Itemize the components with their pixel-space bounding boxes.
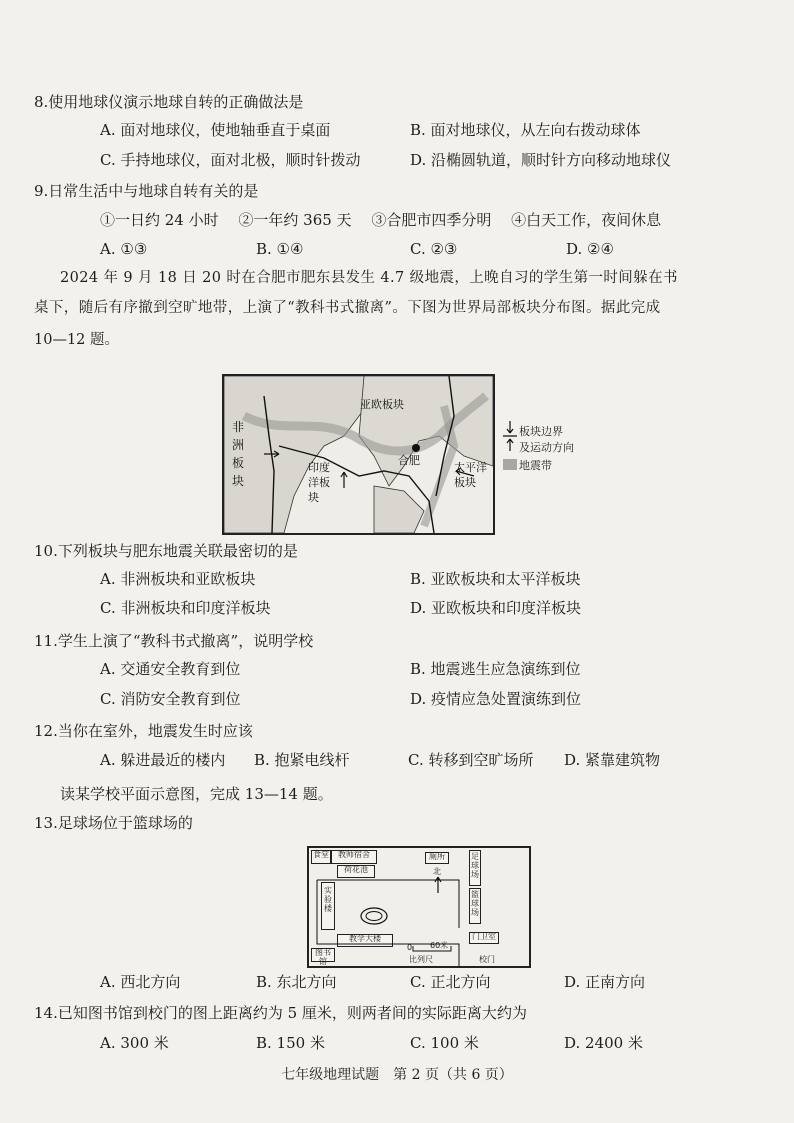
q11-option-b[interactable]: B. 地震逃生应急演练到位: [410, 660, 581, 678]
q13-option-b[interactable]: B. 东北方向: [256, 973, 337, 991]
page-footer: 七年级地理试题 第 2 页（共 6 页）: [281, 1067, 513, 1083]
plan-library: 图书馆: [311, 948, 335, 962]
label-pacific-plate: 太平洋板块: [454, 461, 487, 489]
q10-option-c[interactable]: C. 非洲板块和印度洋板块: [100, 599, 271, 617]
legend-boundary: 板块边界: [519, 425, 563, 438]
boundary-arrow-icon: [503, 421, 517, 451]
plan-north-label: 北: [433, 867, 441, 876]
scale-label: 比列尺: [409, 955, 433, 964]
q13-option-a[interactable]: A. 西北方向: [100, 973, 181, 991]
passage-line-2: 桌下，随后有序撤到空旷地带，上演了“教科书式撤离”。下图为世界局部板块分布图。据此完成: [34, 300, 661, 316]
passage-2: 读某学校平面示意图，完成 13—14 题。: [60, 785, 333, 803]
plan-guard-room: 门卫室: [469, 932, 499, 944]
plate-map-graphic: [224, 376, 493, 533]
label-hefei: 合肥: [398, 454, 420, 467]
question-8-stem: 8.使用地球仪演示地球自转的正确做法是: [34, 93, 304, 111]
q13-option-d[interactable]: D. 正南方向: [564, 973, 646, 991]
map-legend: [503, 421, 593, 481]
q8-option-c[interactable]: C. 手持地球仪，面对北极，顺时针拨动: [100, 151, 361, 169]
q14-option-d[interactable]: D. 2400 米: [564, 1034, 643, 1052]
question-13-stem: 13.足球场位于篮球场的: [34, 814, 193, 832]
q13-option-c[interactable]: C. 正北方向: [410, 973, 491, 991]
q9-option-b[interactable]: B. ①④: [256, 240, 304, 258]
scale-zero: 0: [407, 943, 413, 952]
plan-lab-building: 实验楼: [321, 882, 335, 930]
q12-option-a[interactable]: A. 躲进最近的楼内: [100, 751, 226, 769]
q12-option-d[interactable]: D. 紧靠建筑物: [564, 751, 661, 769]
plate-map: [222, 374, 495, 535]
q10-option-d[interactable]: D. 亚欧板块和印度洋板块: [410, 599, 582, 617]
plan-school-gate: 校门: [479, 955, 495, 964]
q9-option-a[interactable]: A. ①③: [100, 240, 148, 258]
scale-length: 60米: [430, 941, 449, 950]
q14-option-a[interactable]: A. 300 米: [100, 1034, 169, 1052]
q11-option-c[interactable]: C. 消防安全教育到位: [100, 690, 241, 708]
plan-canteen: 食堂: [311, 850, 331, 864]
plan-teacher-dorm: 教师宿舍: [331, 850, 377, 864]
passage-line-1: 2024 年 9 月 18 日 20 时在合肥市肥东县发生 4.7 级地震，上晚自习的学生第一时间躲在书: [60, 270, 678, 286]
question-12-stem: 12.当你在室外，地震发生时应该: [34, 722, 253, 740]
q12-option-b[interactable]: B. 抱紧电线杆: [254, 751, 350, 769]
q11-option-d[interactable]: D. 疫情应急处置演练到位: [410, 690, 582, 708]
q8-option-a[interactable]: A. 面对地球仪，使地轴垂直于桌面: [100, 121, 331, 139]
q12-option-c[interactable]: C. 转移到空旷场所: [408, 751, 534, 769]
q8-option-d[interactable]: D. 沿椭圆轨道，顺时针方向移动地球仪: [410, 151, 672, 169]
seismic-zone-swatch: [503, 459, 517, 470]
q11-option-a[interactable]: A. 交通安全教育到位: [100, 660, 241, 678]
plan-football-field: 足球场: [469, 850, 481, 886]
plan-basketball-court: 篮球场: [469, 888, 481, 924]
q8-option-b[interactable]: B. 面对地球仪，从左向右拨动球体: [410, 121, 641, 139]
label-african-plate: 非洲板块: [232, 420, 245, 488]
q10-option-b[interactable]: B. 亚欧板块和太平洋板块: [410, 570, 581, 588]
plan-toilet: 厕所: [425, 852, 449, 864]
label-eurasian-plate: 亚欧板块: [360, 398, 404, 411]
q14-option-b[interactable]: B. 150 米: [256, 1034, 325, 1052]
passage-line-3: 10—12 题。: [34, 332, 120, 348]
legend-boundary-direction: 及运动方向: [519, 441, 574, 454]
plan-teaching-building: 教学大楼: [337, 934, 393, 947]
label-indian-plate: 印度洋板块: [308, 461, 330, 504]
q14-option-c[interactable]: C. 100 米: [410, 1034, 479, 1052]
question-14-stem: 14.已知图书馆到校门的图上距离约为 5 厘米，则两者间的实际距离大约为: [34, 1004, 527, 1022]
q9-option-d[interactable]: D. ②④: [566, 240, 614, 258]
question-10-stem: 10.下列板块与肥东地震关联最密切的是: [34, 542, 298, 560]
plan-roads: [309, 848, 529, 966]
question-11-stem: 11.学生上演了“教科书式撤离”，说明学校: [34, 632, 314, 650]
plan-lotus-pond: 荷花池: [337, 865, 375, 878]
q10-option-a[interactable]: A. 非洲板块和亚欧板块: [100, 570, 256, 588]
q9-option-c[interactable]: C. ②③: [410, 240, 458, 258]
legend-seismic-zone: 地震带: [519, 459, 552, 472]
q9-statements: ①一日约 24 小时 ②一年约 365 天 ③合肥市四季分明 ④白天工作，夜间休息: [100, 211, 662, 229]
school-plan: [307, 846, 531, 968]
question-9-stem: 9.日常生活中与地球自转有关的是: [34, 182, 259, 200]
